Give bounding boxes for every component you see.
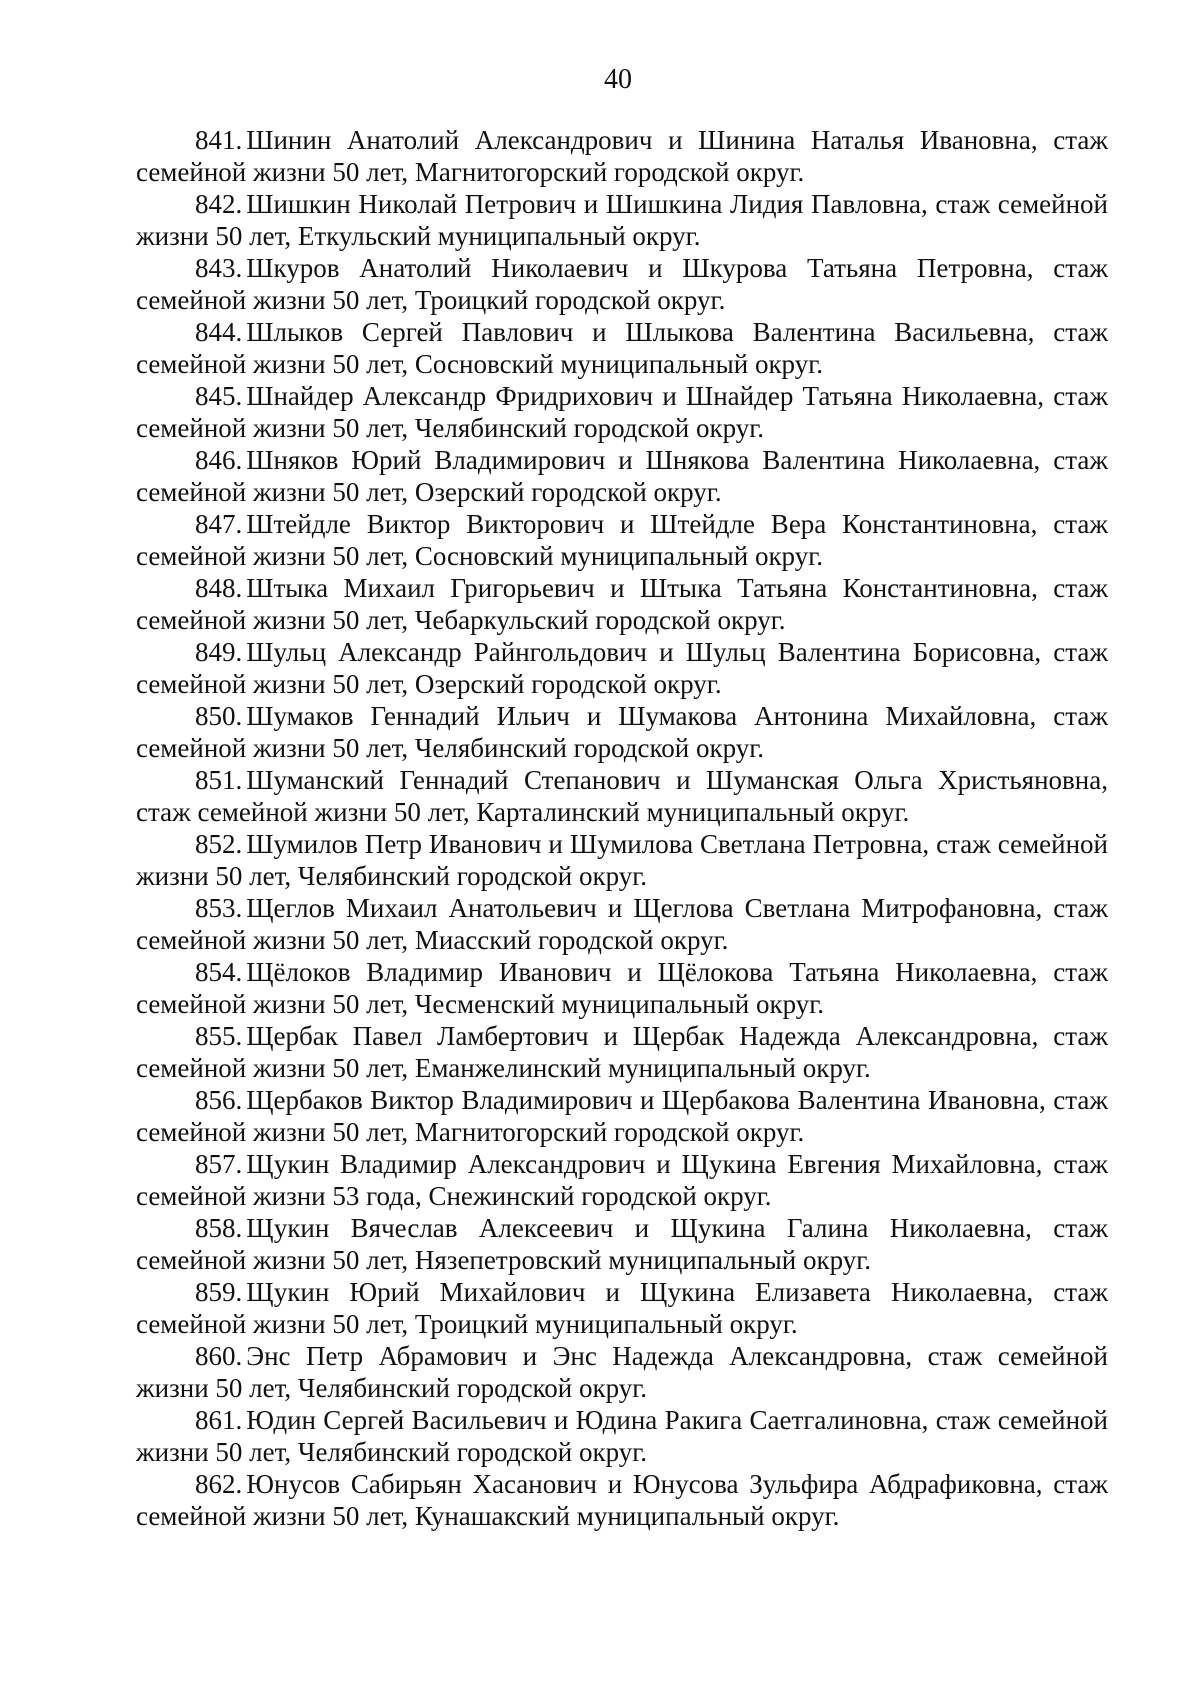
item-number: 845. — [195, 381, 243, 411]
item-text: Шкуров Анатолий Николаевич и Шкурова Татьяна Петровна, стаж семейной жизни 50 лет, Троицкий городской округ. — [136, 253, 1108, 315]
item-text: Юнусов Сабирьян Хасанович и Юнусова Зульфира Абдрафиковна, стаж семейной жизни 50 лет, Кунашакский муниципальный округ. — [136, 1469, 1108, 1531]
item-number: 841. — [195, 125, 243, 155]
list-item — [136, 188, 1108, 252]
item-number: 858. — [195, 1213, 243, 1243]
item-text: Штейдле Виктор Викторович и Штейдле Вера Константиновна, стаж семейной жизни 50 лет, Сосновский муниципальный округ. — [136, 509, 1108, 571]
item-number: 856. — [195, 1085, 243, 1115]
list-item — [136, 764, 1108, 828]
list-item — [136, 892, 1108, 956]
item-text: Щербак Павел Ламбертович и Щербак Надежда Александровна, стаж семейной жизни 50 лет, Еманжелинский муниципальный округ. — [136, 1021, 1108, 1083]
list-item — [136, 380, 1108, 444]
list-item — [136, 1468, 1108, 1532]
item-number: 861. — [195, 1405, 243, 1435]
list-item — [136, 1148, 1108, 1212]
item-number: 862. — [195, 1469, 243, 1499]
item-number: 854. — [195, 957, 243, 987]
item-text: Шуманский Геннадий Степанович и Шуманская Ольга Христьяновна, стаж семейной жизни 50 лет, Карталинский муниципальный округ. — [136, 765, 1108, 827]
item-text: Щукин Владимир Александрович и Щукина Евгения Михайловна, стаж семейной жизни 53 года, Снежинский городской округ. — [136, 1149, 1108, 1211]
item-number: 850. — [195, 701, 243, 731]
list-item — [136, 1276, 1108, 1340]
item-text: Щёлоков Владимир Иванович и Щёлокова Татьяна Николаевна, стаж семейной жизни 50 лет, Чесменский муниципальный округ. — [136, 957, 1108, 1019]
item-text: Щукин Юрий Михайлович и Щукина Елизавета Николаевна, стаж семейной жизни 50 лет, Троицкий муниципальный округ. — [136, 1277, 1108, 1339]
list-item — [136, 1340, 1108, 1404]
item-text: Шульц Александр Райнгольдович и Шульц Валентина Борисовна, стаж семейной жизни 50 лет, Озерский городской округ. — [136, 637, 1108, 699]
list-item — [136, 252, 1108, 316]
item-number: 843. — [195, 253, 243, 283]
list-item — [136, 956, 1108, 1020]
item-text: Штыка Михаил Григорьевич и Штыка Татьяна Константиновна, стаж семейной жизни 50 лет, Чебаркульский городской округ. — [136, 573, 1108, 635]
list-item — [136, 828, 1108, 892]
list-item — [136, 316, 1108, 380]
list-item — [136, 444, 1108, 508]
list-item — [136, 572, 1108, 636]
item-number: 860. — [195, 1341, 243, 1371]
item-number: 848. — [195, 573, 243, 603]
item-text: Шнайдер Александр Фридрихович и Шнайдер Татьяна Николаевна, стаж семейной жизни 50 лет, Челябинский городской округ. — [136, 381, 1108, 443]
item-text: Щербаков Виктор Владимирович и Щербакова Валентина Ивановна, стаж семейной жизни 50 лет, Магнитогорский городской округ. — [136, 1085, 1108, 1147]
list-item — [136, 1212, 1108, 1276]
item-number: 846. — [195, 445, 243, 475]
list-item — [136, 1404, 1108, 1468]
item-number: 859. — [195, 1277, 243, 1307]
list-item — [136, 636, 1108, 700]
item-text: Шинин Анатолий Александрович и Шинина Наталья Ивановна, стаж семейной жизни 50 лет, Магнитогорский городской округ. — [136, 125, 1108, 187]
page-number: 40 — [604, 64, 632, 95]
item-text: Шумилов Петр Иванович и Шумилова Светлана Петровна, стаж семейной жизни 50 лет, Челябинский городской округ. — [136, 829, 1108, 891]
item-number: 847. — [195, 509, 243, 539]
item-number: 852. — [195, 829, 243, 859]
item-text: Шняков Юрий Владимирович и Шнякова Валентина Николаевна, стаж семейной жизни 50 лет, Озерский городской округ. — [136, 445, 1108, 507]
list-item — [136, 1020, 1108, 1084]
list-item — [136, 700, 1108, 764]
entry-list — [136, 124, 1108, 1532]
item-text: Шумаков Геннадий Ильич и Шумакова Антонина Михайловна, стаж семейной жизни 50 лет, Челябинский городской округ. — [136, 701, 1108, 763]
item-number: 851. — [195, 765, 243, 795]
item-text: Щеглов Михаил Анатольевич и Щеглова Светлана Митрофановна, стаж семейной жизни 50 лет, Миасский городской округ. — [136, 893, 1108, 955]
item-number: 855. — [195, 1021, 243, 1051]
list-item — [136, 1084, 1108, 1148]
item-number: 844. — [195, 317, 243, 347]
item-text: Энс Петр Абрамович и Энс Надежда Александровна, стаж семейной жизни 50 лет, Челябинский городской округ. — [136, 1341, 1108, 1403]
item-number: 857. — [195, 1149, 243, 1179]
item-text: Шишкин Николай Петрович и Шишкина Лидия Павловна, стаж семейной жизни 50 лет, Еткульский муниципальный округ. — [136, 189, 1108, 251]
list-item — [136, 124, 1108, 188]
item-number: 849. — [195, 637, 243, 667]
item-number: 842. — [195, 189, 243, 219]
item-text: Юдин Сергей Васильевич и Юдина Ракига Саетгалиновна, стаж семейной жизни 50 лет, Челябинский городской округ. — [136, 1405, 1108, 1467]
item-number: 853. — [195, 893, 243, 923]
list-item — [136, 508, 1108, 572]
item-text: Щукин Вячеслав Алексеевич и Щукина Галина Николаевна, стаж семейной жизни 50 лет, Нязепетровский муниципальный округ. — [136, 1213, 1108, 1275]
item-text: Шлыков Сергей Павлович и Шлыкова Валентина Васильевна, стаж семейной жизни 50 лет, Сосновский муниципальный округ. — [136, 317, 1108, 379]
